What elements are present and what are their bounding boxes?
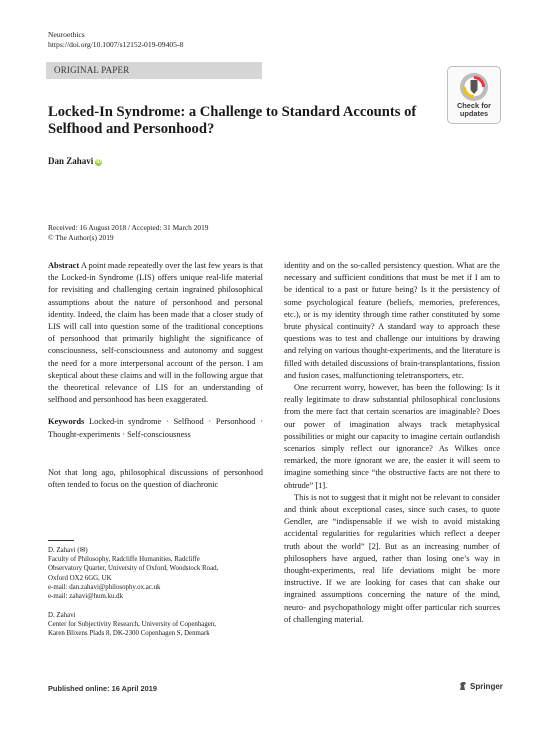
affiliation-1 <box>48 546 263 601</box>
updates-label: updates <box>459 108 489 118</box>
keywords-label: Keywords <box>48 417 85 427</box>
check-for-label: Check for <box>456 101 492 110</box>
author-name[interactable] <box>48 156 102 167</box>
affiliation-line: Oxford OX2 6GG, UK <box>48 574 112 582</box>
abstract-label: Abstract <box>48 261 80 270</box>
journal-name: Neuroethics <box>48 30 85 39</box>
body-paragraph-2: One recurrent worry, however, has been the following: Is it really legitimate to draw substantial philosophical conclusions from the mere fact that certain scenarios are imaginable? Does our power of imagination always track metaphysical possibilities or might our capacity to imagine certain outlandish scenarios simply reflect our ignorance? As Wilkes once remarked, the more ignorant we are, the easier it will seem to imagine something since “the obstructive facts are not there to obtrude” [1]. <box>284 383 500 490</box>
affiliation-email[interactable]: e-mail: dan.zahavi@philosophy.ox.ac.uk <box>48 583 161 591</box>
affiliation-author: D. Zahavi <box>48 612 76 619</box>
article-type-banner: ORIGINAL PAPER <box>46 62 262 79</box>
affiliation-line: Center for Subjectivity Research, University of Copenhagen, <box>48 621 217 629</box>
left-column <box>48 260 263 491</box>
right-column <box>284 260 500 626</box>
affiliation-author: D. Zahavi (✉) <box>48 547 88 554</box>
affiliation-line: Faculty of Philosophy, Radcliffe Humanities, Radcliffe <box>48 556 200 564</box>
doi-link[interactable]: https://doi.org/10.1007/s12152-019-09405-8 <box>48 40 184 49</box>
keywords-text: Locked-in syndrome · Selfhood · Personhood · Thought-experiments · Self-consciousness <box>48 417 263 439</box>
intro-paragraph: Not that long ago, philosophical discussions of personhood often tended to focus on the question of diachronic <box>48 467 263 490</box>
author-name-text: Dan Zahavi <box>48 156 94 166</box>
received-accepted-dates: Received: 16 August 2018 / Accepted: 31 March 2019 <box>48 223 209 232</box>
affiliation-line: Observatory Quarter, University of Oxford, Woodstock Road, <box>48 565 219 573</box>
affiliation-email[interactable]: e-mail: zahavi@hum.ku.dk <box>48 593 124 601</box>
copyright-line: © The Author(s) 2019 <box>48 233 114 242</box>
affiliation-line: Karen Blixens Plads 8, DK-2300 Copenhagen S, Denmark <box>48 630 210 638</box>
crossmark-icon <box>459 72 489 102</box>
affiliation-2 <box>48 611 263 639</box>
orcid-icon[interactable]: iD <box>96 159 102 165</box>
body-paragraph-1: identity and on the so-called persistency question. What are the necessary and sufficient conditions that must be met if I am to be identical to a past or future being? Is it the persistency of some psychological feature (beliefs, memories, preferences, etc.), or is my identity through time rather constituted by some brute physical continuity? A standard way to approach these questions was to test and challenge our intuitions by drawing and relying on various thought-experiments, and the literature is filled with detailed discussions of brain-transplantations, fission and fusion cases, malfunctioning teletransporters, etc. <box>284 261 500 380</box>
abstract <box>48 260 263 406</box>
springer-wordmark: Springer <box>470 682 503 691</box>
keywords <box>48 416 263 440</box>
body-paragraph-3: This is not to suggest that it might not be relevant to consider and think about exceptional cases, since such cases, to quote Gendler, are “indispensable if we wish to avoid mistaking accidental regularities for regularities which reflect a deeper truth about the world” [2]. But as an increasing number of philosophers have argued, rather than losing one’s way in thought-experiments, real life deviations might be more instructive. If we are looking for cases that can shake our ingrained assumptions concerning the nature of the mind, neuro- and psychopathology might offer particular rich sources of challenging material. <box>284 492 500 624</box>
article-title: Locked-In Syndrome: a Challenge to Standard Accounts of Selfhood and Personhood? <box>48 104 417 137</box>
springer-logo <box>458 681 503 691</box>
affiliation-divider <box>48 540 74 541</box>
published-online: Published online: 16 April 2019 <box>48 684 157 693</box>
check-for-updates-badge[interactable] <box>447 66 501 124</box>
springer-horse-icon <box>458 681 468 691</box>
abstract-text: A point made repeatedly over the last few years is that the Locked-in Syndrome (LIS) offers unique real-life material for revisiting and challenging certain ingrained philosophical assumptions about the nature of personhood and personal identity. Indeed, the claim has been made that a closer study of LIS will call into question some of the traditional conceptions of personhood that primarily highlight the significance of consciousness, self-consciousness and autonomy and suggest the need for a more interpersonal account of the person. I am skeptical about these claims and will in the following argue that the theoretical relevance of LIS for an understanding of selfhood and personhood has been exaggerated. <box>48 261 263 405</box>
